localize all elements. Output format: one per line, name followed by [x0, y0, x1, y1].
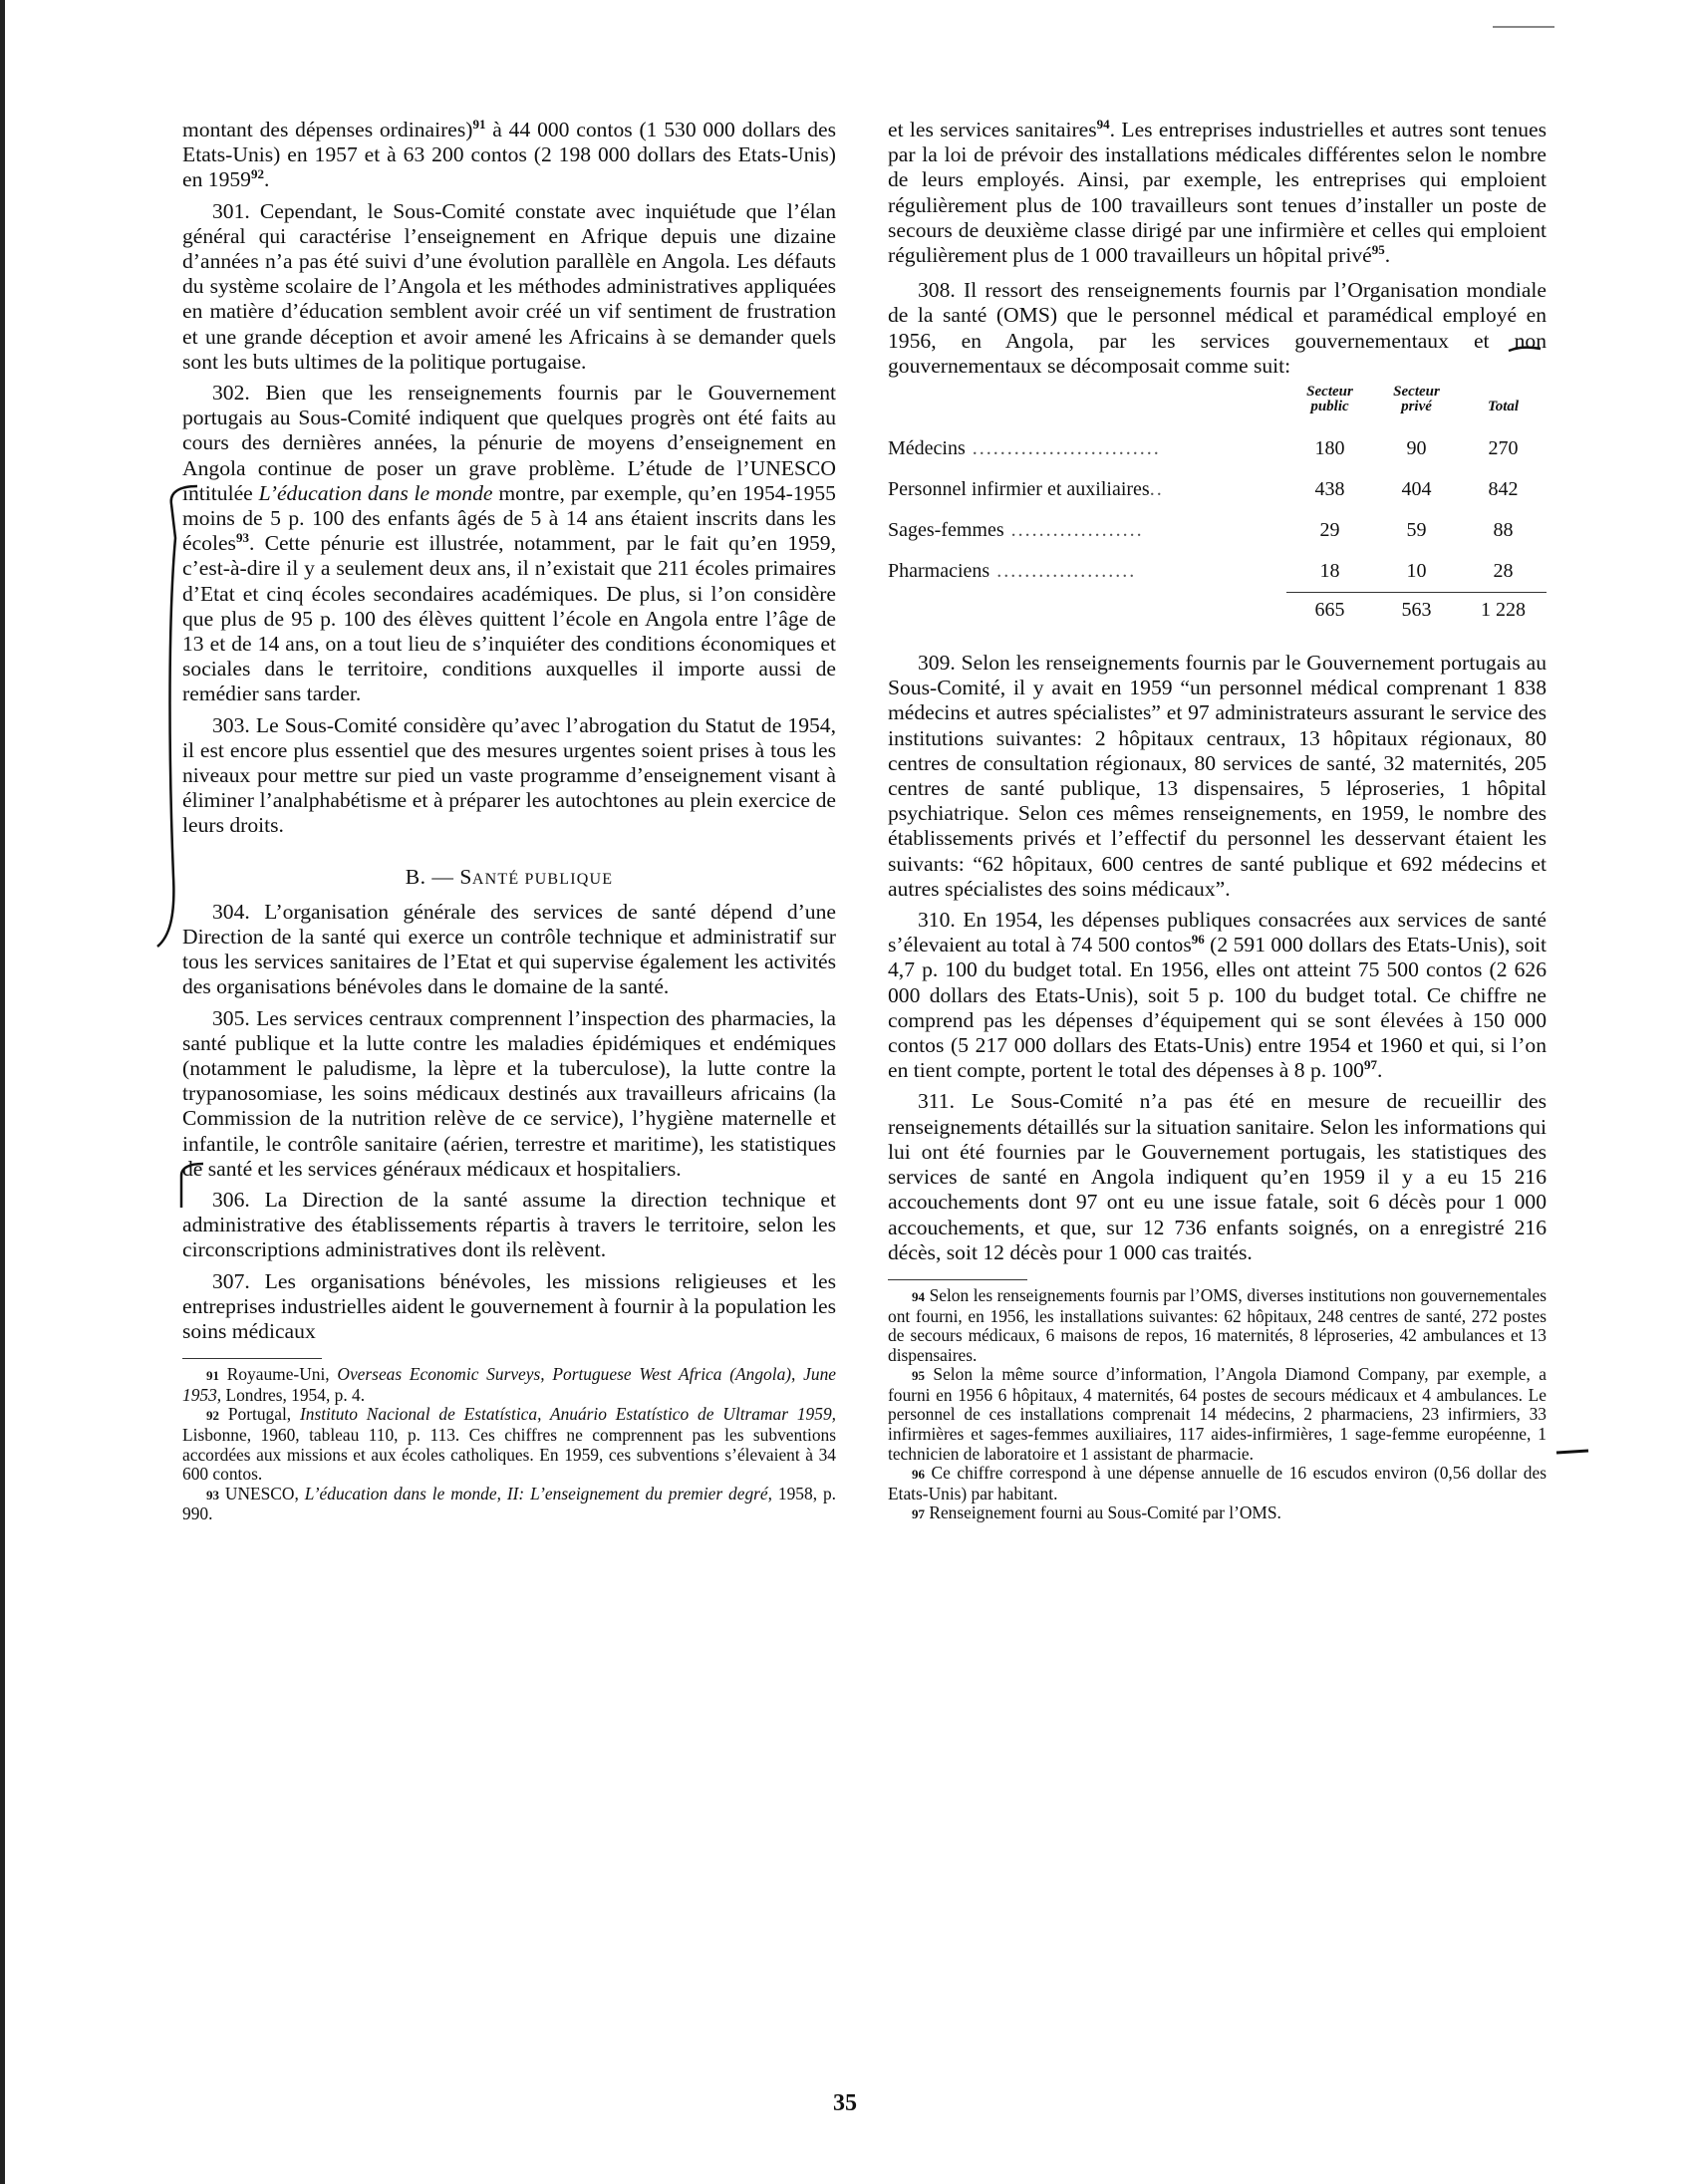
row-label: Personnel infirmier et auxiliaires.. — [888, 478, 1164, 501]
left-column — [182, 118, 836, 1524]
paragraph-304: 304. L’organisation générale des services de santé dépend d’une Direction de la santé qui exerce un contrôle technique et administratif sur tous les services sanitaires de l’Etat et qui supervise également les activités des organisations bénévoles dans le domaine de la santé. — [182, 899, 836, 999]
footnote-93: 93 UNESCO, L’éducation dans le monde, II: L’enseignement du premier degré, 1958, p. 990. — [182, 1483, 836, 1524]
paragraph-305: 305. Les services centraux comprennent l’inspection des pharmacies, la santé publique et la lutte contre les maladies épidémiques et endémiques (notamment le paludisme, la lèpre et la tuberculose), la lutte contre la trypanosomiase, les soins médicaux destinés aux travailleurs africains (la Commission de la nutrition relève de ce service), l’hygiène maternelle et infantile, le contrôle sanitaire (aérien, terrestre et maritime), les statistiques de santé et les services généraux médicaux et hospitaliers. — [182, 1005, 836, 1181]
row-label: Sages-femmes ................... — [888, 519, 1144, 542]
total-public: 665 — [1314, 599, 1345, 622]
paragraph-309: 309. Selon les renseignements fournis par le Gouvernement portugais au Sous-Comité, il y avait en 1959 “un personnel médical comprenant 1 838 médecins et autres spécialistes” et 97 administrateurs assurant le service des institutions suivantes: 2 hôpitaux centraux, 13 hôpitaux régionaux, 80 centres de consultation régionaux, 80 services de santé, 32 maternités, 205 centres de santé publique, 13 dispensaires, 5 léproseries, 1 hôpital psychiatrique. Selon ces mêmes renseignements, en 1959, le nombre des établissements privés et l’effectif du personnel les desservant étaient les suivants: “62 hôpitaux, 600 centres de santé publique et 692 médecins et autres spécialistes des soins médicaux”. — [888, 651, 1547, 901]
cell-total: 842 — [1488, 478, 1519, 501]
paragraph-310: 310. En 1954, les dépenses publiques consacrées aux services de santé s’élevaient au total à 74 500 contos$^{96}$ (2 591 000 dollars des Etats-Unis), soit 4,7 p. 100 du budget total. En 1956, elles ont atteint 75 500 contos (2 626 000 dollars des Etats-Unis), soit 5 p. 100 du budget total. Ce chiffre ne comprend pas les dépenses d’équipement qui se sont élevées à 150 000 contos (5 217 000 dollars des Etats-Unis) entre 1954 et 1960 et qui, si l’on en tient compte, portent le total des dépenses à 8 p. 100$^{97}$. — [888, 908, 1547, 1083]
header-secteur-prive: Secteur privé — [1393, 384, 1440, 415]
table-row — [888, 510, 1547, 551]
paragraph-308: 308. Il ressort des renseignements fournis par l’Organisation mondiale de la santé (OMS) que le personnel médical et paramédical employé en 1956, en Angola, par les services gouvernementaux et non gouvernementaux se décomposait comme suit: — [888, 278, 1547, 378]
cell-public: 18 — [1286, 551, 1373, 593]
cell-prive: 90 — [1406, 437, 1427, 460]
table-row — [888, 551, 1547, 593]
cell-total: 28 — [1460, 551, 1547, 593]
footnote-rule — [182, 1358, 322, 1359]
footnote-92: 92 Portugal, Instituto Nacional de Estatística, Anuário Estatístico de Ultramar 1959, Lisbonne, 1960, tableau 110, p. 113. Ces chiffres ne comprennent pas les subventions accordées aux missions et aux écoles catholiques. En 1959, ces subventions s’élevaient à 34 600 contos. — [182, 1404, 836, 1485]
cell-public: 180 — [1314, 437, 1345, 460]
paragraph-306: 306. La Direction de la santé assume la direction technique et administrative des établissements répartis à travers le territoire, selon les circonscriptions administratives dont ils relèvent. — [182, 1187, 836, 1262]
cell-public: 438 — [1314, 478, 1345, 501]
cell-prive: 10 — [1373, 551, 1460, 593]
handwritten-dash-310 — [1554, 1447, 1590, 1457]
footnote-94: 94 Selon les renseignements fournis par l’OMS, diverses institutions non gouvernementales ont fourni, en 1956, les installations suivantes: 62 hôpitaux, 248 centres de santé, 272 postes de secours médicaux, 6 maisons de repos, 16 maternités, 8 léproseries, 42 ambulances et 13 dispensaires. — [888, 1284, 1547, 1365]
page-number: 35 — [833, 2090, 857, 2116]
paragraph-302: 302. Bien que les renseignements fournis par le Gouvernement portugais au Sous-Comité indiquent que quelques progrès ont été faits au cours des dernières années, la pénurie de moyens d’enseignement en Angola continue de poser un grave problème. L’étude de l’UNESCO intitulée L’éducation dans le monde montre, par exemple, qu’en 1954-1955 moins de 5 p. 100 des enfants âgés de 5 à 14 ans étaient inscrits dans les écoles$^{93}$. Cette pénurie est illustrée, notamment, par le fait qu’en 1959, c’est-à-dire il y a seulement deux ans, il n’existait que 211 écoles primaires d’Etat et cinq écoles secondaires académiques. De plus, si l’on considère que plus de 95 p. 100 des élèves quittent l’école en Angola entre l’âge de 13 et de 14 ans, on a tout lieu de s’inquiéter des conditions économiques et sociales dans le territoire, conditions auxquelles il importe aussi de remédier sans tarder. — [182, 381, 836, 706]
footnotes-right — [888, 1286, 1547, 1524]
right-column — [888, 118, 1547, 1524]
footnote-rule — [888, 1279, 1027, 1280]
row-label: Pharmaciens .................... — [888, 560, 1137, 583]
cell-total: 88 — [1493, 519, 1514, 542]
table-totals-row — [888, 593, 1547, 632]
footnote-96: 96 Ce chiffre correspond à une dépense annuelle de 16 escudos environ (0,56 dollar des Etats-Unis) par habitant. — [888, 1463, 1547, 1503]
footnotes-left — [182, 1365, 836, 1524]
header-secteur-public: Secteur public — [1306, 384, 1353, 415]
footnote-97: 97 Renseignement fourni au Sous-Comité par l’OMS. — [912, 1502, 1281, 1523]
table-header-row — [888, 385, 1547, 428]
total-total: 1 228 — [1481, 599, 1526, 622]
paragraph-intro: montant des dépenses ordinaires)$^{91}$ à 44 000 contos (1 530 000 dollars des Etats-Unis) en 1957 et à 63 200 contos (2 198 000 dollars des Etats-Unis) en 1959$^{92}$. — [182, 116, 836, 192]
paragraph-307: 307. Les organisations bénévoles, les missions religieuses et les entreprises industrielles aident le gouvernement à fournir à la population les soins médicaux — [182, 1268, 837, 1343]
header-total: Total — [1487, 399, 1520, 415]
paragraph-303: 303. Le Sous-Comité considère qu’avec l’abrogation du Statut de 1954, il est encore plus essentiel que des mesures urgentes soient prises à tous les niveaux pour mettre sur pied un vaste programme d’enseignement visant à éliminer l’analphabétisme et à préparer les autochtones au plein exercice de leurs droits. — [182, 712, 836, 838]
scan-artifact-line — [1493, 26, 1554, 28]
footnote-95: 95 Selon la même source d’information, l’Angola Diamond Company, par exemple, a fourni en 1956 6 hôpitaux, 4 maternités, 64 postes de secours médicaux et 4 ambulances. Le personnel de ces installations comprenait 14 médecins, 2 pharmaciens, 23 infirmiers, 33 infirmières et sages-femmes auxiliaires, 117 aides-infirmières, 1 sage-femme européenne, 1 technicien de laboratoire et 1 assistant de pharmacie. — [888, 1364, 1547, 1464]
paragraph-301: 301. Cependant, le Sous-Comité constate avec inquiétude que l’élan général qui caractérise l’enseignement en Afrique depuis une dizaine d’années n’a pas été suivi d’une évolution parallèle en Angola. Les défauts du système scolaire de l’Angola et les méthodes administratives appliquées en matière d’éducation semblent avoir créé un vif sentiment de frustration et une grande déception et avoir amené les Africains à se demander quels sont les buts ultimes de la politique portugaise. — [182, 198, 836, 374]
total-prive: 563 — [1401, 599, 1432, 622]
table-label-header — [888, 385, 1286, 428]
scan-page-edge — [0, 0, 5, 2184]
table-row — [888, 428, 1547, 469]
cell-total: 270 — [1488, 437, 1519, 460]
section-heading-sante-publique: B. — SANTÉ PUBLIQUE — [405, 864, 614, 889]
totals-label — [888, 593, 1286, 632]
cell-prive: 59 — [1406, 519, 1427, 542]
cell-public: 29 — [1319, 519, 1340, 542]
footnote-91: 91 Royaume-Uni, Overseas Economic Surveys, Portuguese West Africa (Angola), June 1953, Londres, 1954, p. 4. — [182, 1364, 836, 1405]
paragraph-311: 311. Le Sous-Comité n’a pas été en mesure de recueillir des renseignements détaillés sur la situation sanitaire. Selon les informations qui lui ont été fournies par le Gouvernement portugais, les statistiques des services de santé en Angola indiquent qu’en 1959 il y a eu 15 216 accouchements dont 97 ont eu une issue fatale, soit 6 décès pour 1 000 accouchements, et que, sur 12 736 enfants soignés, on a enregistré 216 décès, soit 12 décès pour 1 000 cas traités. — [888, 1089, 1547, 1264]
health-personnel-table — [888, 385, 1547, 631]
table-row — [888, 469, 1547, 510]
row-label: Médecins ........................... — [888, 437, 1161, 460]
paragraph-307-continued: et les services sanitaires$^{94}$. Les entreprises industrielles et autres sont tenues par la loi de prévoir des installations médicales différentes selon le nombre de leurs employés. Ainsi, par exemple, les entreprises qui emploient régulièrement plus de 100 travailleurs sont tenues d’installer un poste de secours de deuxième classe dirigé par une infirmière et celles qui emploient régulièrement plus de 1 000 travailleurs un hôpital privé$^{95}$. — [888, 116, 1547, 268]
cell-prive: 404 — [1401, 478, 1432, 501]
